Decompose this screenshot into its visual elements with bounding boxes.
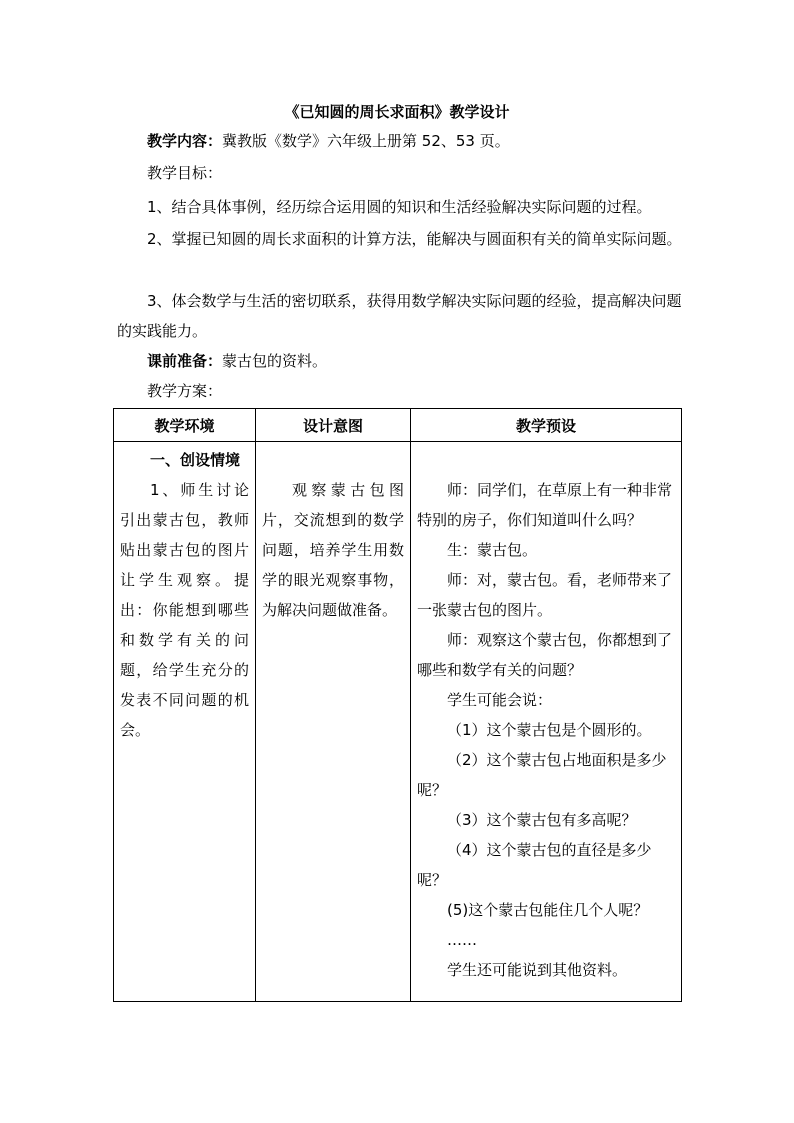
header-environment: 教学环境 (114, 409, 256, 442)
preset-line: （1）这个蒙古包是个圆形的。 (447, 721, 652, 739)
plan-label: 教学方案： (147, 382, 223, 400)
content-label: 教学内容： (147, 132, 223, 150)
objective-item-3: 3、体会数学与生活的密切联系，获得用数学解决实际问题的经验，提高解决问题的实践能力。 (117, 292, 682, 340)
preset-line: 生：蒙古包。 (447, 541, 538, 559)
preset-line: 师：对，蒙古包。看，老师带来了一张蒙古包的图片。 (417, 571, 673, 619)
intent-text: 观察蒙古包图片，交流想到的数学问题，培养学生用数学的眼光观察事物，为解决问题做准备。 (262, 481, 404, 619)
table-row (114, 442, 682, 1002)
environment-cell (114, 442, 256, 1002)
preparation-text: 蒙古包的资料。 (222, 352, 328, 370)
preset-line: （4）这个蒙古包的直径是多少呢？ (417, 841, 652, 889)
objective-item-1: 1、结合具体事例，经历综合运用圆的知识和生活经验解决实际问题的过程。 (147, 198, 652, 216)
preset-line: 师：同学们，在草原上有一种非常特别的房子，你们知道叫什么吗？ (417, 481, 673, 529)
preset-line: 学生可能会说： (447, 691, 553, 709)
preset-line: 学生还可能说到其他资料。 (447, 961, 628, 979)
table-header-row (114, 409, 682, 442)
environment-text: 1、师生讨论引出蒙古包，教师贴出蒙古包的图片让学生观察。提出：你能想到哪些和数学有关的问题，给学生充分的发表不同问题的机会。 (120, 481, 249, 739)
preset-line: （2）这个蒙古包占地面积是多少呢？ (417, 751, 667, 799)
content-paragraph (117, 126, 682, 156)
objective-item-2: 2、掌握已知圆的周长求面积的计算方法，能解决与圆面积有关的简单实际问题。 (147, 230, 682, 248)
intent-cell (256, 442, 411, 1002)
header-intent: 设计意图 (256, 409, 411, 442)
preset-line: 师：观察这个蒙古包，你都想到了哪些和数学有关的问题？ (417, 631, 673, 679)
section-heading: 一、创设情境 (150, 451, 241, 469)
document-title: 《已知圆的周长求面积》教学设计 (284, 103, 510, 121)
objectives-label: 教学目标： (147, 164, 223, 182)
content-text: 冀教版《数学》六年级上册第 52、53 页。 (222, 132, 510, 150)
header-preset: 教学预设 (411, 409, 682, 442)
preset-line: (5)这个蒙古包能住几个人呢？ (447, 901, 649, 919)
preparation-paragraph (117, 346, 682, 376)
teaching-plan-table (113, 408, 682, 1002)
preset-line: …… (447, 931, 477, 949)
preparation-label: 课前准备： (147, 352, 223, 370)
preset-line: （3）这个蒙古包有多高呢？ (447, 811, 637, 829)
preset-cell (411, 442, 682, 1002)
